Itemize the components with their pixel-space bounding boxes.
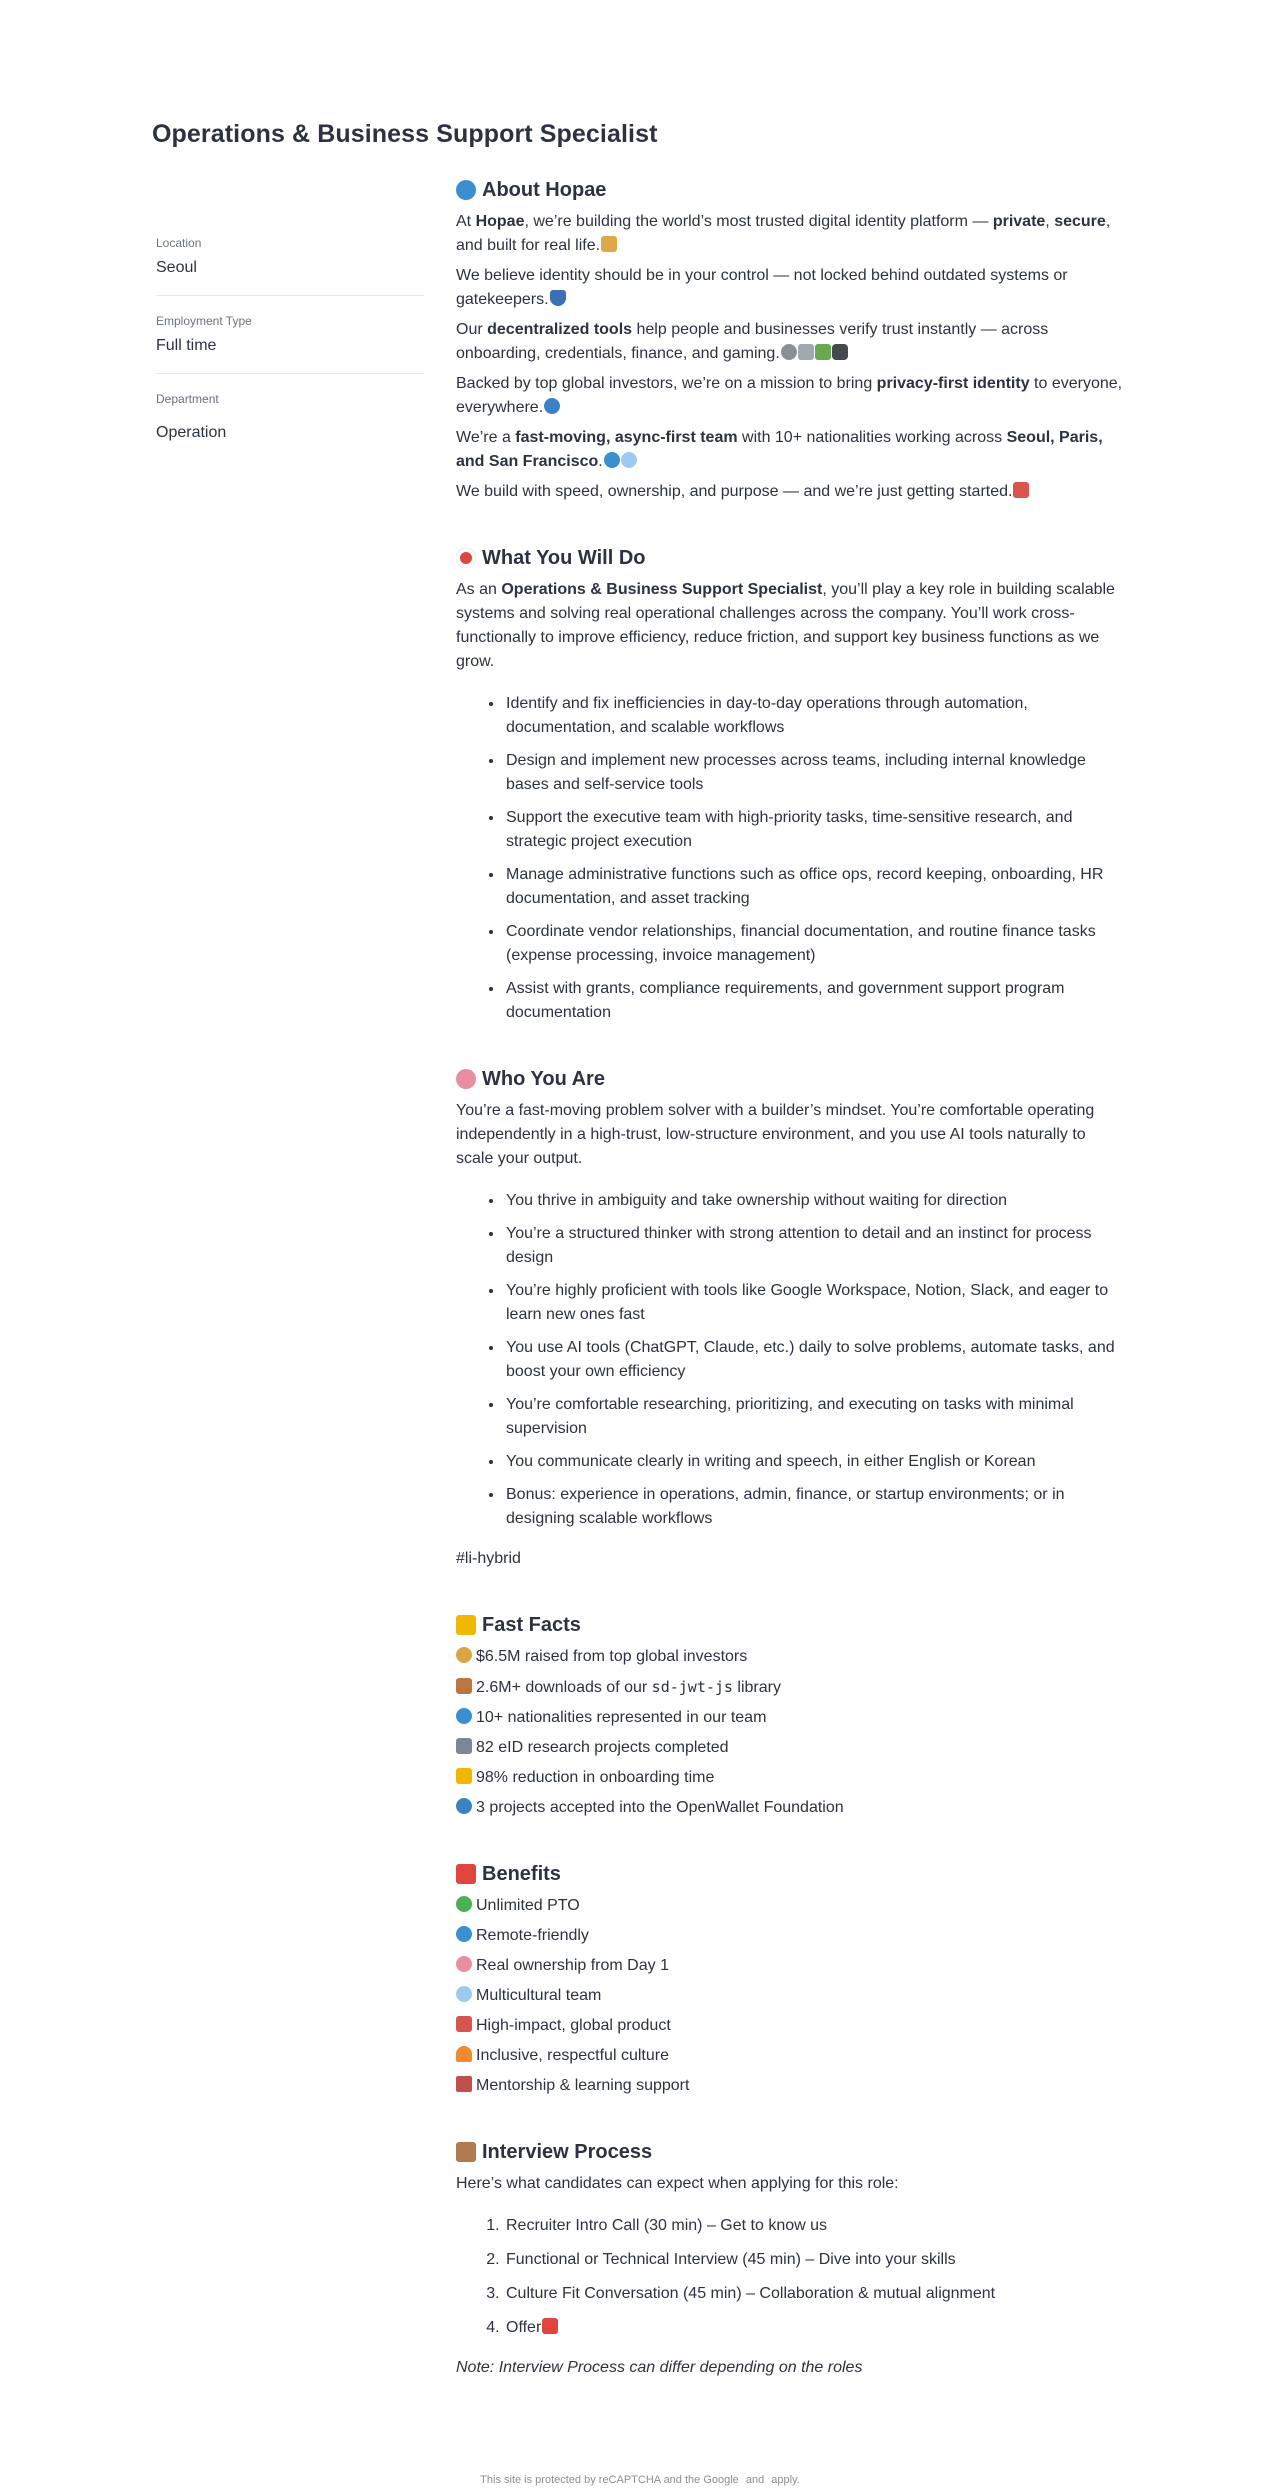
list-item: 3. Culture Fit Conversation (45 min) – Collaboration & mutual alignment bbox=[504, 2282, 1126, 2306]
about-p1-c: , we’re building the world’s most trusted digital identity platform — bbox=[524, 213, 993, 230]
what-heading bbox=[456, 544, 1126, 572]
department-label: Department bbox=[156, 392, 219, 406]
location-label: Location bbox=[156, 236, 202, 250]
list-item: • Bonus: experience in operations, admin, finance, or startup environments; or in designing scalable workflows bbox=[504, 1483, 1126, 1531]
brain-icon bbox=[456, 1069, 476, 1089]
footer-text-a: This site is protected by reCAPTCHA and the Google bbox=[480, 2474, 739, 2486]
shield-icon bbox=[550, 290, 566, 306]
fact-item bbox=[456, 1645, 1126, 1669]
about-paragraph-4 bbox=[456, 372, 1126, 420]
package-icon bbox=[456, 1678, 472, 1694]
library-name-code: sd-jwt-js bbox=[651, 1678, 733, 1696]
about-p5-c: with 10+ nationalities working across bbox=[737, 429, 1007, 446]
who-you-are-section bbox=[456, 1065, 1126, 1571]
who-intro: You’re a fast-moving problem solver with a builder’s mindset. You’re comfortable operating independently in a high-trust, low-structure environment, and you use AI tools naturally to scale your output. bbox=[456, 1102, 1095, 1167]
money-icon bbox=[815, 344, 831, 360]
building-icon bbox=[798, 344, 814, 360]
globe-icon bbox=[456, 1708, 472, 1724]
benefit-text: Remote-friendly bbox=[476, 1927, 589, 1944]
lightning-icon bbox=[456, 1615, 476, 1635]
page-title: Operations & Business Support Specialist bbox=[152, 120, 658, 148]
footer-text-b: and bbox=[745, 2474, 765, 2486]
interview-intro: Here’s what candidates can expect when applying for this role: bbox=[456, 2175, 899, 2192]
globe-icon bbox=[456, 1926, 472, 1942]
rocket-icon bbox=[1013, 482, 1029, 498]
list-item: 1. Recruiter Intro Call (30 min) – Get to know us bbox=[504, 2214, 1126, 2238]
employment-type-value: Full time bbox=[156, 337, 217, 354]
game-controller-icon bbox=[832, 344, 848, 360]
interview-steps-list bbox=[504, 2214, 1126, 2340]
about-p5-a: We’re a bbox=[456, 429, 516, 446]
books-icon bbox=[456, 2076, 472, 2092]
fact-item bbox=[456, 1675, 1126, 1700]
footer-text-c: apply. bbox=[771, 2474, 800, 2486]
lock-icon bbox=[601, 236, 617, 252]
offer-text: Offer bbox=[506, 2319, 542, 2336]
list-item: • Identify and fix inefficiencies in day-to-day operations through automation, documentation, and scalable workflows bbox=[504, 692, 1126, 740]
interview-process-section bbox=[456, 2138, 1126, 2380]
list-item: • You’re a structured thinker with strong attention to detail and an instinct for process design bbox=[504, 1222, 1126, 1270]
benefit-item bbox=[456, 1924, 1126, 1948]
list-item: • Support the executive team with high-priority tasks, time-sensitive research, and strategic project execution bbox=[504, 806, 1126, 854]
benefit-item bbox=[456, 1954, 1126, 1978]
who-heading-text: Who You Are bbox=[482, 1068, 605, 1090]
globe-network-icon bbox=[544, 398, 560, 414]
benefit-text: Mentorship & learning support bbox=[476, 2077, 690, 2094]
about-p6: We build with speed, ownership, and purpose — and we’re just getting started. bbox=[456, 483, 1013, 500]
about-p1-f: secure bbox=[1054, 213, 1106, 230]
about-heading bbox=[456, 176, 1126, 204]
about-paragraph-1 bbox=[456, 210, 1126, 258]
employment-type-block bbox=[156, 314, 424, 374]
interview-heading-text: Interview Process bbox=[482, 2141, 653, 2163]
benefit-item bbox=[456, 2074, 1126, 2098]
globe-icon bbox=[604, 452, 620, 468]
about-p5-b: fast-moving, async-first team bbox=[515, 429, 738, 446]
job-description bbox=[456, 176, 1126, 2420]
facts-heading-text: Fast Facts bbox=[482, 1614, 581, 1636]
benefit-text: Real ownership from Day 1 bbox=[476, 1957, 669, 1974]
lightning-icon bbox=[456, 1768, 472, 1784]
speech-bubble-icon bbox=[456, 1986, 472, 2002]
responsibilities-list bbox=[504, 692, 1126, 1025]
money-bag-icon bbox=[456, 1647, 472, 1663]
what-intro-c: , you’ll play a key role in building scalable systems and solving real operational challenges across the company. You’ll work cross-functionally to improve efficiency, reduce friction, and support key business functions as we grow. bbox=[456, 581, 1115, 670]
about-p4-c: to everyone, everywhere. bbox=[456, 375, 1123, 416]
about-paragraph-3 bbox=[456, 318, 1126, 366]
location-block bbox=[156, 236, 424, 296]
what-you-will-do-section bbox=[456, 544, 1126, 1025]
list-item: • Assist with grants, compliance requirements, and government support program documentation bbox=[504, 977, 1126, 1025]
hashtag: #li-hybrid bbox=[456, 1550, 521, 1567]
about-section bbox=[456, 176, 1126, 504]
about-p1-a: At bbox=[456, 213, 476, 230]
fact-text-a: 2.6M+ downloads of our bbox=[476, 1679, 652, 1696]
target-icon bbox=[456, 548, 476, 568]
about-p1-e: , bbox=[1045, 213, 1055, 230]
benefits-heading-text: Benefits bbox=[482, 1863, 561, 1885]
about-p3-c: help people and businesses verify trust instantly — across onboarding, credentials, finance, and gaming. bbox=[456, 321, 1049, 362]
benefit-item bbox=[456, 1894, 1126, 1918]
fact-text: 98% reduction in onboarding time bbox=[476, 1769, 715, 1786]
benefits-heading bbox=[456, 1860, 1126, 1888]
list-item bbox=[504, 2316, 1126, 2340]
speech-bubble-icon bbox=[621, 452, 637, 468]
gear-icon bbox=[781, 344, 797, 360]
facts-heading bbox=[456, 1611, 1126, 1639]
what-intro-a: As an bbox=[456, 581, 502, 598]
about-p1-d: private bbox=[992, 213, 1046, 230]
benefit-text: Multicultural team bbox=[476, 1987, 602, 2004]
list-item: • Design and implement new processes across teams, including internal knowledge bases and self-service tools bbox=[504, 749, 1126, 797]
about-p3-b: decentralized tools bbox=[487, 321, 633, 338]
fact-text: 82 eID research projects completed bbox=[476, 1739, 729, 1756]
benefit-item bbox=[456, 1984, 1126, 2008]
about-p5-e: . bbox=[598, 453, 603, 470]
about-p1-b: Hopae bbox=[475, 213, 525, 230]
what-intro-b: Operations & Business Support Specialist bbox=[501, 581, 823, 598]
rocket-icon bbox=[456, 2016, 472, 2032]
who-heading bbox=[456, 1065, 1126, 1093]
fast-facts-section bbox=[456, 1611, 1126, 1820]
list-item: • You’re highly proficient with tools like Google Workspace, Notion, Slack, and eager to learn new ones fast bbox=[504, 1279, 1126, 1327]
rainbow-icon bbox=[456, 2046, 472, 2062]
globe-icon bbox=[456, 180, 476, 200]
list-item: • You’re comfortable researching, prioritizing, and executing on tasks with minimal supervision bbox=[504, 1393, 1126, 1441]
fact-item bbox=[456, 1796, 1126, 1820]
about-p4-a: Backed by top global investors, we’re on a mission to bring bbox=[456, 375, 877, 392]
qualifications-list bbox=[504, 1189, 1126, 1531]
about-p5-d: Seoul, Paris, and San Francisco bbox=[456, 429, 1103, 470]
list-item: • You use AI tools (ChatGPT, Claude, etc.) daily to solve problems, automate tasks, and boost your own efficiency bbox=[504, 1336, 1126, 1384]
benefit-item bbox=[456, 2014, 1126, 2038]
about-paragraph-5 bbox=[456, 426, 1126, 474]
employment-type-label: Employment Type bbox=[156, 314, 252, 328]
fact-text: 3 projects accepted into the OpenWallet Foundation bbox=[476, 1799, 844, 1816]
list-item: • Coordinate vendor relationships, financial documentation, and routine finance tasks (expense processing, invoice management) bbox=[504, 920, 1126, 968]
list-item: 2. Functional or Technical Interview (45 min) – Dive into your skills bbox=[504, 2248, 1126, 2272]
interview-heading bbox=[456, 2138, 1126, 2166]
fact-item bbox=[456, 1736, 1126, 1760]
palm-tree-icon bbox=[456, 1896, 472, 1912]
location-value: Seoul bbox=[156, 259, 197, 276]
department-value: Operation bbox=[156, 424, 227, 441]
list-item: • Manage administrative functions such as office ops, record keeping, onboarding, HR documentation, and asset tracking bbox=[504, 863, 1126, 911]
what-intro bbox=[456, 578, 1126, 674]
party-popper-icon bbox=[542, 2318, 558, 2334]
globe-network-icon bbox=[456, 1798, 472, 1814]
list-item: • You thrive in ambiguity and take ownership without waiting for direction bbox=[504, 1189, 1126, 1213]
about-paragraph-2 bbox=[456, 264, 1126, 312]
brain-icon bbox=[456, 1956, 472, 1972]
clipboard-icon bbox=[456, 2142, 476, 2162]
interview-note: Note: Interview Process can differ depending on the roles bbox=[456, 2359, 863, 2376]
gift-icon bbox=[456, 1864, 476, 1884]
what-heading-text: What You Will Do bbox=[482, 547, 646, 569]
about-p3-a: Our bbox=[456, 321, 488, 338]
benefit-text: High-impact, global product bbox=[476, 2017, 671, 2034]
microscope-icon bbox=[456, 1738, 472, 1754]
about-heading-text: About Hopae bbox=[482, 179, 607, 201]
benefit-text: Inclusive, respectful culture bbox=[476, 2047, 669, 2064]
benefit-text: Unlimited PTO bbox=[476, 1897, 580, 1914]
fact-text: 10+ nationalities represented in our team bbox=[476, 1709, 767, 1726]
job-meta-sidebar bbox=[156, 236, 424, 478]
fact-text-b: library bbox=[732, 1679, 781, 1696]
fact-item bbox=[456, 1766, 1126, 1790]
fact-text: $6.5M raised from top global investors bbox=[476, 1648, 748, 1665]
about-paragraph-6 bbox=[456, 480, 1126, 504]
fact-item bbox=[456, 1706, 1126, 1730]
about-p1-g: , and built for real life. bbox=[456, 213, 1111, 254]
benefits-section bbox=[456, 1860, 1126, 2098]
department-block bbox=[156, 392, 424, 460]
about-p4-b: privacy-first identity bbox=[876, 375, 1030, 392]
benefit-item bbox=[456, 2044, 1126, 2068]
about-p2: We believe identity should be in your control — not locked behind outdated systems or gatekeepers. bbox=[456, 267, 1068, 308]
list-item: • You communicate clearly in writing and speech, in either English or Korean bbox=[504, 1450, 1126, 1474]
recaptcha-footer bbox=[0, 2474, 1280, 2486]
